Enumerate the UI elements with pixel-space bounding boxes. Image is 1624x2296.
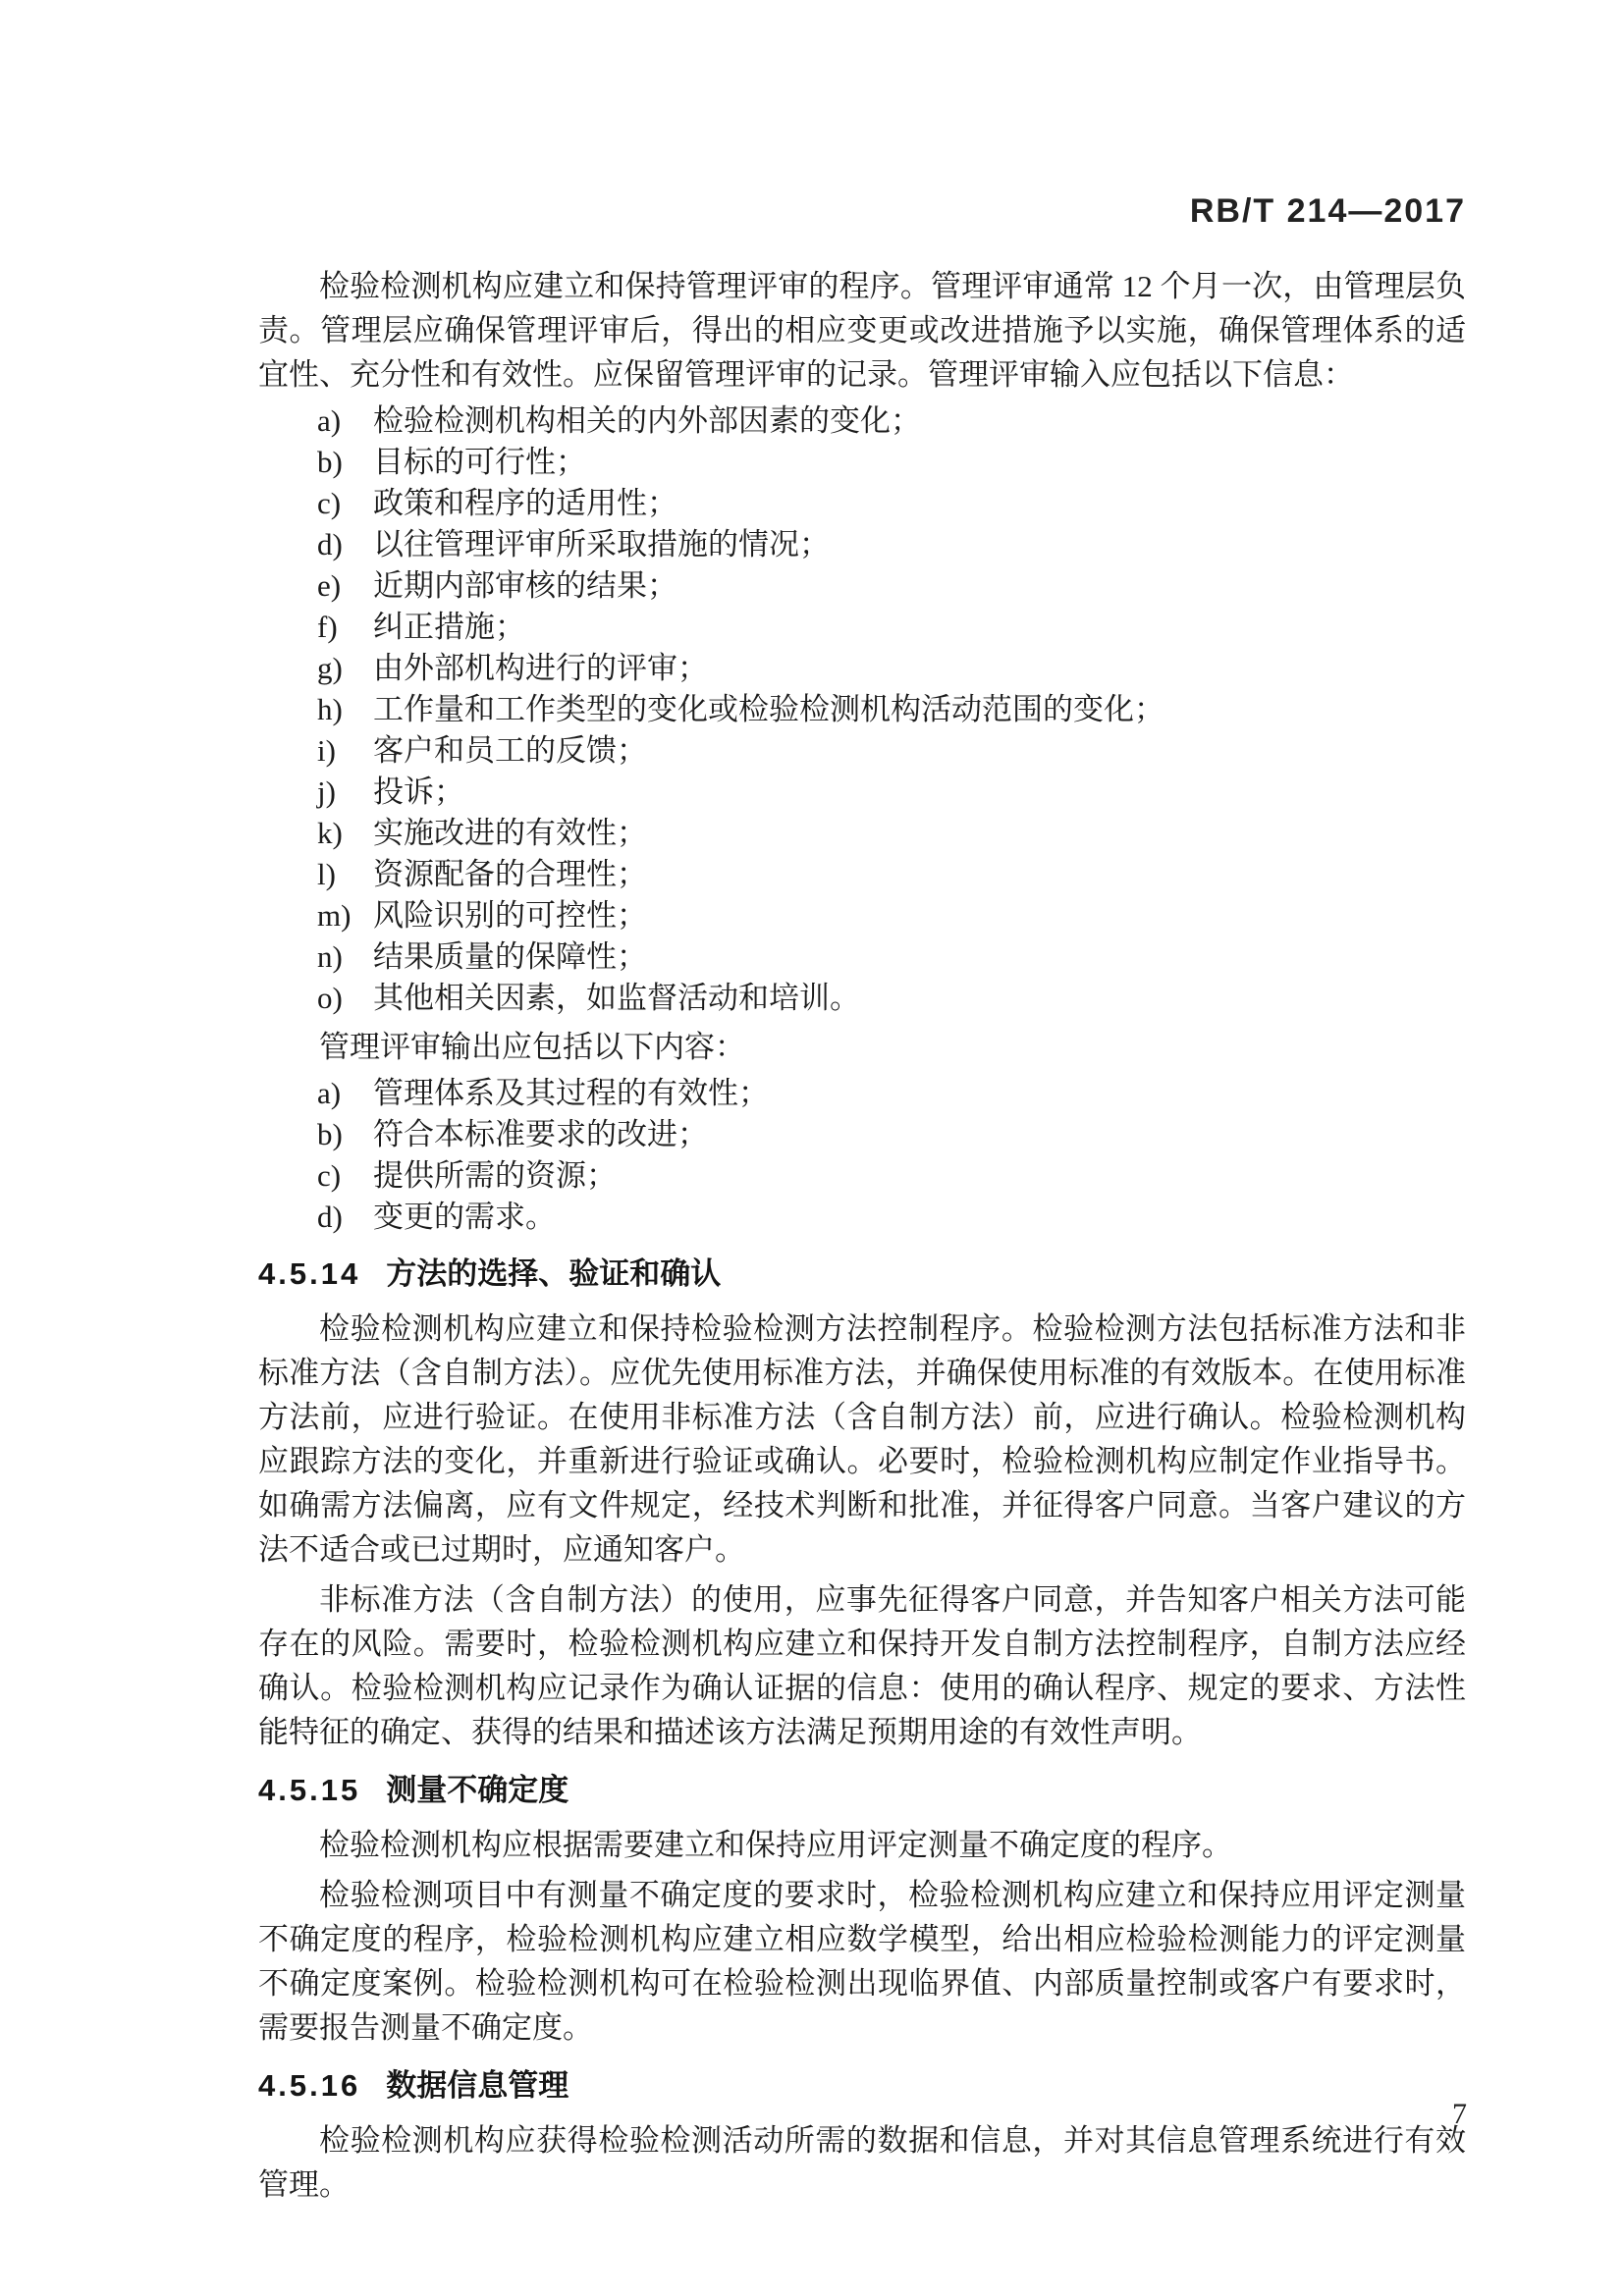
- page-number: 7: [1452, 2098, 1467, 2130]
- list-marker: n): [317, 939, 343, 974]
- list-marker: c): [317, 486, 342, 520]
- list-item: [258, 895, 1466, 936]
- list-item: [258, 978, 1466, 1019]
- section-paragraph: 检验检测机构应获得检验检测活动所需的数据和信息，并对其信息管理系统进行有效管理。: [258, 2123, 1466, 2202]
- review-input-list: [258, 400, 1466, 1019]
- list-item-text: 投诉；: [373, 774, 464, 809]
- list-item: [258, 1114, 1466, 1155]
- section-title: 方法的选择、验证和确认: [386, 1256, 722, 1291]
- list-item: [258, 730, 1466, 772]
- list-item-text: 由外部机构进行的评审；: [373, 651, 708, 685]
- section-number: 4.5.16: [258, 2068, 361, 2103]
- list-item: [258, 1073, 1466, 1114]
- list-marker: b): [317, 445, 343, 479]
- standard-code-header: RB/T 214—2017: [1189, 192, 1466, 230]
- list-item-text: 提供所需的资源；: [373, 1158, 617, 1193]
- list-marker: o): [317, 981, 343, 1015]
- list-item-text: 其他相关因素，如监督活动和培训。: [373, 981, 860, 1015]
- list-item: [258, 607, 1466, 648]
- list-marker: c): [317, 1158, 342, 1193]
- section-paragraph: 检验检测机构应建立和保持检验检测方法控制程序。检验检测方法包括标准方法和非标准方法（含自制方法）。应优先使用标准方法，并确保使用标准的有效版本。在使用标准方法前，应进行验证。在使用非标准方法（含自制方法）前，应进行确认。检验检测机构应跟踪方法的变化，并重新进行验证或确认。必要时，检验检测机构应制定作业指导书。如确需方法偏离，应有文件规定，经技术判断和批准，并征得客户同意。当客户建议的方法不适合或已过期时，应通知客户。: [258, 1311, 1466, 1567]
- list-item: [258, 689, 1466, 730]
- list-item-text: 符合本标准要求的改进；: [373, 1117, 708, 1151]
- list-item-text: 客户和员工的反馈；: [373, 733, 647, 768]
- list-marker: g): [317, 651, 343, 685]
- section-heading-4-5-15: [258, 1772, 1466, 1809]
- list-item: [258, 524, 1466, 565]
- list-item: [258, 1197, 1466, 1238]
- list-item: [258, 648, 1466, 689]
- list-item: [258, 1155, 1466, 1197]
- list-marker: h): [317, 692, 343, 726]
- section-paragraph: 非标准方法（含自制方法）的使用，应事先征得客户同意，并告知客户相关方法可能存在的风险。需要时，检验检测机构应建立和保持开发自制方法控制程序，自制方法应经确认。检验检测机构应记录作为确认证据的信息：使用的确认程序、规定的要求、方法性能特征的确定、获得的结果和描述该方法满足预期用途的有效性声明。: [258, 1582, 1466, 1749]
- list-marker: d): [317, 1200, 343, 1234]
- section-number: 4.5.14: [258, 1256, 361, 1291]
- review-output-intro: 管理评审输出应包括以下内容：: [319, 1030, 745, 1064]
- list-item-text: 近期内部审核的结果；: [373, 568, 677, 603]
- list-marker: k): [317, 816, 343, 850]
- list-item-text: 以往管理评审所采取措施的情况；: [373, 527, 830, 561]
- list-item: [258, 483, 1466, 524]
- list-marker: l): [317, 857, 336, 891]
- section-heading-4-5-14: [258, 1255, 1466, 1293]
- list-item-text: 风险识别的可控性；: [373, 898, 647, 933]
- list-item-text: 资源配备的合理性；: [373, 857, 647, 891]
- management-review-intro-paragraph: 检验检测机构应建立和保持管理评审的程序。管理评审通常 12 个月一次，由管理层负责。管理层应确保管理评审后，得出的相应变更或改进措施予以实施，确保管理体系的适宜性、充分性和有效性。应保留管理评审的记录。管理评审输入应包括以下信息：: [258, 269, 1466, 392]
- list-item-text: 政策和程序的适用性；: [373, 486, 677, 520]
- list-marker: d): [317, 527, 343, 561]
- list-marker: f): [317, 610, 338, 644]
- list-item-text: 纠正措施；: [373, 610, 525, 644]
- review-output-list: [258, 1073, 1466, 1238]
- list-item: [258, 854, 1466, 895]
- list-marker: m): [317, 898, 352, 933]
- list-item-text: 结果质量的保障性；: [373, 939, 647, 974]
- section-paragraph: 检验检测机构应根据需要建立和保持应用评定测量不确定度的程序。: [319, 1828, 1232, 1862]
- section-title: 数据信息管理: [386, 2068, 569, 2103]
- section-paragraph: 检验检测项目中有测量不确定度的要求时，检验检测机构应建立和保持应用评定测量不确定度的程序，检验检测机构应建立相应数学模型，给出相应检验检测能力的评定测量不确定度案例。检验检测机构可在检验检测出现临界值、内部质量控制或客户有要求时，需要报告测量不确定度。: [258, 1878, 1466, 2045]
- list-item-text: 变更的需求。: [373, 1200, 556, 1234]
- list-item: [258, 442, 1466, 483]
- list-marker: i): [317, 733, 336, 768]
- section-title: 测量不确定度: [386, 1773, 569, 1807]
- section-heading-4-5-16: [258, 2067, 1466, 2105]
- list-item: [258, 936, 1466, 978]
- list-item-text: 工作量和工作类型的变化或检验检测机构活动范围的变化；: [373, 692, 1164, 726]
- list-item-text: 管理体系及其过程的有效性；: [373, 1076, 769, 1110]
- list-marker: j): [317, 774, 336, 809]
- list-item-text: 目标的可行性；: [373, 445, 586, 479]
- section-number: 4.5.15: [258, 1773, 361, 1807]
- list-marker: a): [317, 403, 342, 438]
- list-item-text: 实施改进的有效性；: [373, 816, 647, 850]
- list-item: [258, 565, 1466, 607]
- list-marker: a): [317, 1076, 342, 1110]
- list-item: [258, 813, 1466, 854]
- list-item: [258, 772, 1466, 813]
- list-item: [258, 400, 1466, 442]
- list-marker: b): [317, 1117, 343, 1151]
- list-marker: e): [317, 568, 342, 603]
- list-item-text: 检验检测机构相关的内外部因素的变化；: [373, 403, 921, 438]
- page-content: [258, 192, 1466, 2207]
